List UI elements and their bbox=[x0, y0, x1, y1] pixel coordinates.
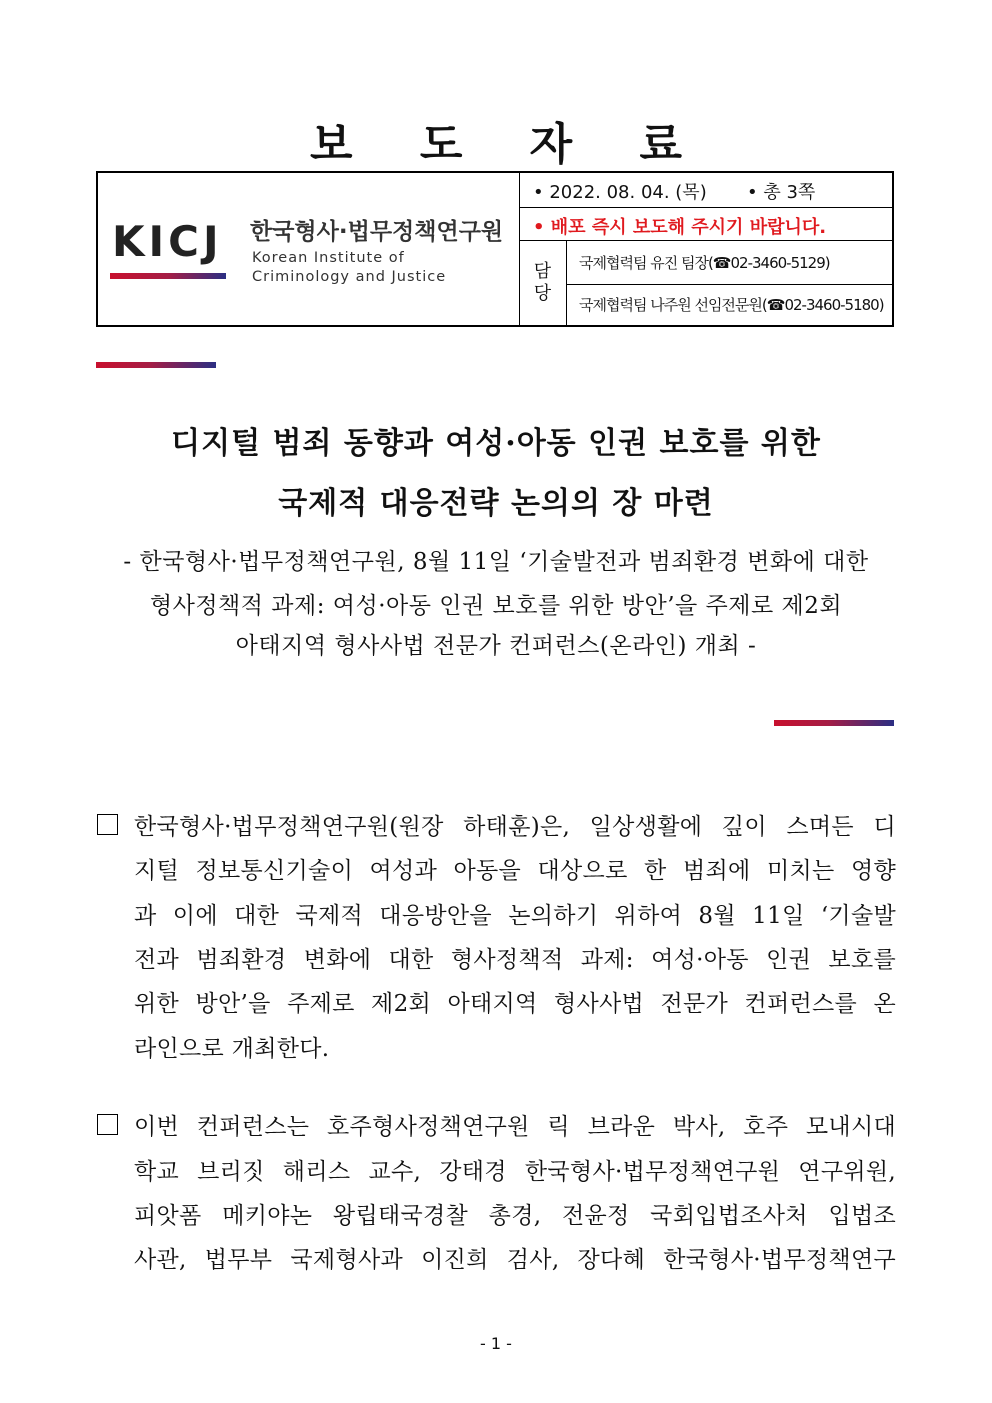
checkbox-bullet bbox=[97, 1114, 118, 1135]
paragraph-1-line-4: 전과 범죄환경 변화에 대한 형사정책적 과제: 여성·아동 인권 보호를 bbox=[134, 947, 896, 973]
subtitle-line-1: - 한국형사·법무정책연구원, 8월 11일 ‘기술발전과 범죄환경 변화에 대한 bbox=[123, 549, 869, 575]
headline-line-1: 디지털 범죄 동향과 여성·아동 인권 보호를 위한 bbox=[171, 426, 821, 461]
logo-underline-bar bbox=[110, 273, 226, 279]
date-row bbox=[519, 173, 892, 208]
contact-label bbox=[519, 241, 567, 325]
paragraph-1-line-6: 라인으로 개최한다. bbox=[134, 1036, 330, 1062]
release-notice: • 배포 즉시 보도해 주시기 바랍니다. bbox=[533, 217, 827, 238]
headline-line-2: 국제적 대응전략 논의의 장 마련 bbox=[278, 486, 714, 521]
release-date: • 2022. 08. 04. (목) bbox=[533, 182, 707, 203]
paragraph-2-line-4: 사관, 법무부 국제형사과 이진희 검사, 장다혜 한국형사·법무정책연구 bbox=[134, 1247, 896, 1273]
release-notice-row bbox=[519, 208, 892, 241]
subtitle-line-2: 형사정책적 과제: 여성·아동 인권 보호를 위한 방안’을 주제로 제2회 bbox=[149, 593, 843, 619]
org-name-english bbox=[252, 249, 446, 287]
contact-1: 국제협력팀 유진 팀장(☎02-3460-5129) bbox=[567, 241, 892, 285]
subtitle-line-3: 아태지역 형사사법 전문가 컨퍼런스(온라인) 개최 - bbox=[235, 633, 757, 659]
checkbox-bullet bbox=[97, 814, 118, 835]
page-count: • 총 3쪽 bbox=[747, 182, 816, 203]
paragraph-1-line-5: 위한 방안’을 주제로 제2회 아태지역 형사사법 전문가 컨퍼런스를 온 bbox=[134, 991, 896, 1017]
org-name-english-line2: Criminology and Justice bbox=[252, 269, 447, 285]
logo-cell bbox=[98, 173, 520, 325]
contact-label-text: 담당 bbox=[533, 261, 552, 304]
header-table bbox=[96, 171, 894, 327]
paragraph-2-line-2: 학교 브리짓 해리스 교수, 강태경 한국형사·법무정책연구원 연구위원, bbox=[134, 1159, 896, 1185]
decorative-bar-bottom bbox=[774, 720, 894, 726]
contact-2: 국제협력팀 나주원 선임전문원(☎02-3460-5180) bbox=[579, 296, 884, 314]
kicj-logo: KICJ bbox=[112, 217, 223, 266]
document-title: 보 도 자 료 bbox=[310, 119, 708, 170]
paragraph-1-line-2: 지털 정보통신기술이 여성과 아동을 대상으로 한 범죄에 미치는 영향 bbox=[134, 858, 896, 884]
page-number: - 1 - bbox=[480, 1334, 512, 1353]
decorative-bar-top bbox=[96, 362, 216, 368]
org-name-english-line1: Korean Institute of bbox=[252, 250, 405, 266]
paragraph-1-line-3: 과 이에 대한 국제적 대응방안을 논의하기 위하여 8월 11일 ‘기술발 bbox=[134, 903, 896, 929]
paragraph-2-line-1: 이번 컨퍼런스는 호주형사정책연구원 릭 브라운 박사, 호주 모내시대 bbox=[134, 1114, 896, 1140]
paragraph-1-line-1: 한국형사·법무정책연구원(원장 하태훈)은, 일상생활에 깊이 스며든 디 bbox=[134, 814, 896, 840]
paragraph-2-line-3: 피앗폼 메키야논 왕립태국경찰 총경, 전윤정 국회입법조사처 입법조 bbox=[134, 1203, 896, 1229]
org-name-korean: 한국형사·법무정책연구원 bbox=[250, 219, 504, 245]
